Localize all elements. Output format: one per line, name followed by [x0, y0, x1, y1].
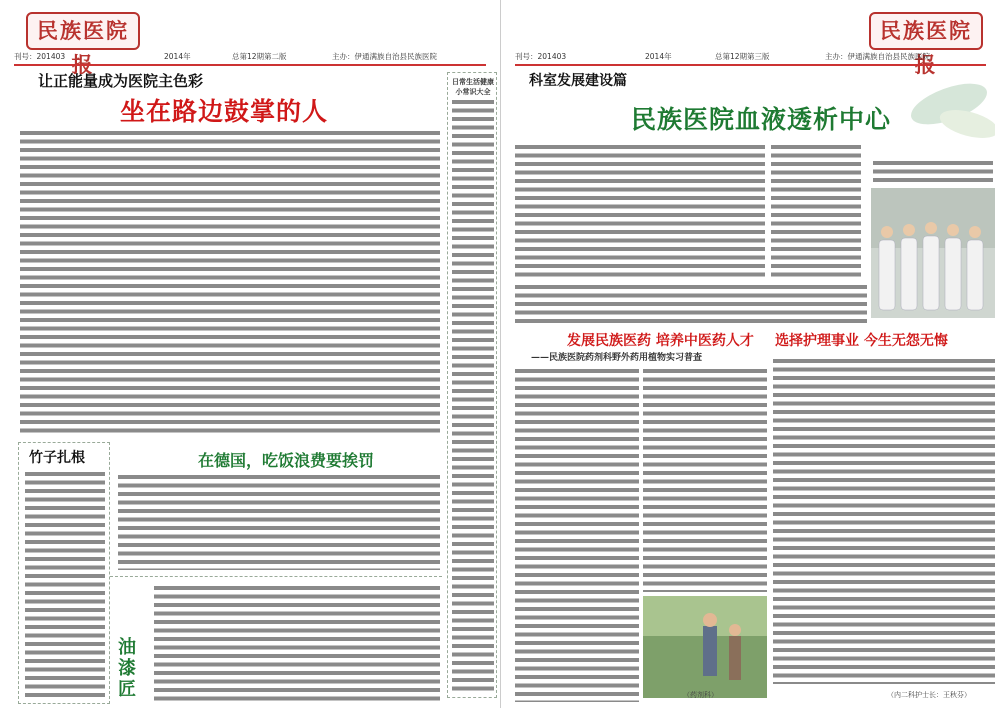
article-body	[20, 128, 440, 436]
dialysis-body-lower	[515, 282, 867, 324]
paint-body	[154, 583, 440, 701]
issue-year: 2014年	[164, 52, 191, 61]
germany-title: 在德国，吃饭浪费要挨罚	[198, 451, 375, 470]
issue-sponsor: 主办：伊通满族自治县民族医院	[332, 52, 437, 61]
bamboo-box	[18, 442, 110, 704]
issue-sponsor-right: 主办：伊通满族自治县民族医院	[825, 52, 930, 61]
dialysis-body-mid	[771, 142, 861, 280]
issue-info-bar	[14, 50, 486, 66]
nurses-group-icon	[871, 188, 995, 318]
nurses-photo	[871, 188, 995, 318]
masthead-logo-right: 民族医院报	[869, 12, 983, 50]
ethnic-body-left	[515, 366, 639, 702]
tips-body	[452, 97, 494, 692]
germany-body	[118, 472, 440, 570]
dialysis-body-right	[873, 158, 993, 182]
ethnic-title: 发展民族医药 培养中医药人才	[567, 333, 754, 349]
article-kicker: 让正能量成为医院主色彩	[38, 72, 204, 90]
page-three	[500, 0, 1000, 708]
bamboo-title: 竹子扎根	[29, 450, 85, 466]
ethnic-body-right	[643, 366, 767, 592]
article-headline: 坐在路边鼓掌的人	[120, 97, 329, 126]
section-title: 科室发展建设篇	[529, 73, 627, 89]
field-trip-photo	[643, 596, 767, 698]
bamboo-body	[25, 469, 105, 699]
field-trip-icon	[643, 596, 767, 698]
photo-credit: （药剂科）	[683, 691, 718, 699]
issue-number: 刊号：201403	[14, 52, 66, 61]
paint-box	[110, 576, 442, 704]
dialysis-headline: 民族医院血液透析中心	[631, 105, 892, 134]
issue-info-bar-right	[515, 50, 986, 66]
nursing-title: 选择护理事业 今生无怨无悔	[775, 333, 948, 349]
nurse-credit: （内二科护士长：王秋芬）	[887, 691, 971, 699]
issue-number-right: 刊号：201403	[515, 52, 567, 61]
masthead-logo: 民族医院报	[26, 12, 140, 50]
issue-year-right: 2014年	[645, 52, 672, 61]
tips-column	[447, 72, 497, 698]
issue-pages: 总第12期第二版	[232, 52, 287, 61]
leaf-decoration	[879, 74, 995, 150]
tips-title: 日常生活健康小常识大全	[452, 78, 494, 96]
leaf-icon	[879, 74, 995, 150]
dialysis-body-left	[515, 142, 765, 280]
ethnic-subtitle: ——民族医院药剂科野外药用植物实习普查	[531, 353, 703, 363]
paint-title: 油漆匠	[118, 637, 136, 700]
nursing-body	[773, 356, 995, 684]
issue-pages-right: 总第12期第三版	[715, 52, 770, 61]
